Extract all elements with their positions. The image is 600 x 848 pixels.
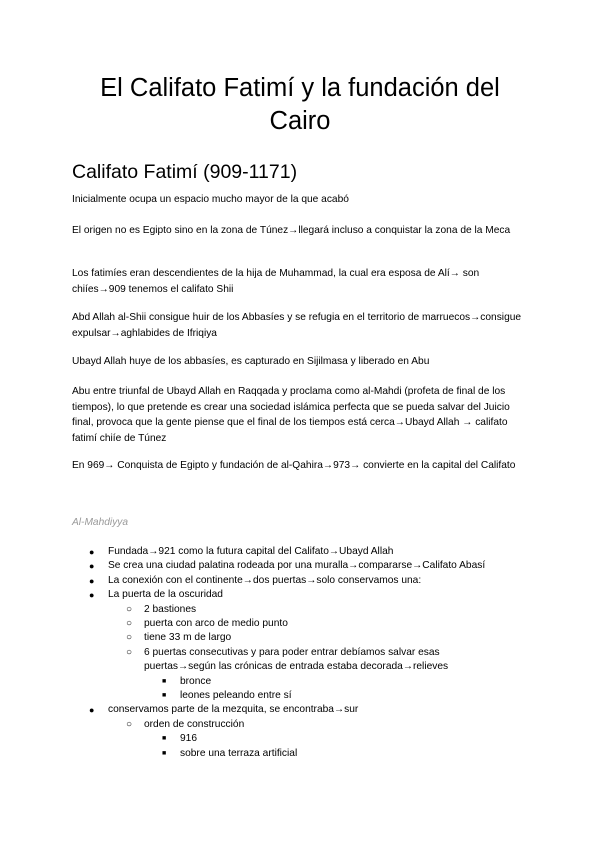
list-item: ○ 6 puertas consecutivas y para poder entrar debíamos salvar esas puertas→según las crónicas de entrada estaba decorada→relieves [126, 646, 449, 673]
paragraph: Los fatimíes eran descendientes de la hija de Muhammad, la cual era esposa de Alí→ son chiíes→909 tenemos el califato Shii [72, 268, 480, 295]
bullet-circle-icon: ○ [126, 646, 133, 658]
list-item: ○ 2 bastiones [0, 603, 600, 617]
paragraph: Inicialmente ocupa un espacio mucho mayor de la que acabó [72, 194, 349, 205]
list-item: ■ sobre una terraza artificial [0, 747, 600, 761]
list-item: ● La conexión con el continente→dos puertas→solo conservamos una: [0, 574, 600, 588]
bullet-square-icon: ■ [162, 749, 167, 757]
bullet-square-icon: ■ [162, 692, 167, 700]
bullet-circle-icon: ○ [126, 718, 133, 730]
list-item: ■ 916 [0, 732, 600, 746]
bullet-circle-icon: ○ [126, 603, 133, 615]
subheading: Al-Mahdiyya [72, 517, 129, 528]
paragraph: Abd Allah al-Shii consigue huir de los Abbasíes y se refugia en el territorio de marruecos→consigue expulsar→aghlabides de Ifriqiya [72, 312, 522, 339]
list-item: ● Fundada→921 como la futura capital del Califato→Ubayd Allah [0, 545, 600, 559]
section-heading: Califato Fatimí (909-1171) [72, 161, 298, 183]
list-item: ● Se crea una ciudad palatina rodeada por una muralla→compararse→Califato Abasí [0, 559, 600, 573]
bullet-square-icon: ■ [162, 677, 167, 685]
bullet-circle-icon: ○ [126, 618, 133, 630]
bullet-disc-icon: ● [89, 561, 95, 572]
bullet-disc-icon: ● [89, 590, 95, 601]
list-item: ○ orden de construcción [0, 718, 600, 732]
bullet-disc-icon: ● [89, 705, 95, 716]
bullet-disc-icon: ● [89, 547, 95, 557]
paragraph: Abu entre triunfal de Ubayd Allah en Raqqada y proclama como al-Mahdi (profeta de final de los tiempos), lo que pretende es crear una sociedad islámica perfecta que se pueda salvar del Juicio final, provoca que la gente piense que el final de los tiempos está cerca→Ubayd Allah → califato fatimí chiíe de Túnez [72, 386, 510, 444]
bullet-list [0, 545, 600, 761]
list-item: ○ puerta con arco de medio punto [0, 617, 600, 631]
paragraph: En 969→ Conquista de Egipto y fundación de al-Qahira→973→ convierte en la capital del Califato [72, 460, 516, 471]
list-item: ● La puerta de la oscuridad [0, 588, 600, 602]
list-item: ○ tiene 33 m de largo [0, 631, 600, 645]
list-item: ■ leones peleando entre sí [0, 689, 600, 703]
list-item: ● conservamos parte de la mezquita, se encontraba→sur [0, 703, 600, 717]
paragraph: Ubayd Allah huye de los abbasíes, es capturado en Sijilmasa y liberado en Abu [72, 356, 430, 367]
list-item: ■ bronce [0, 675, 600, 689]
page-title: El Califato Fatimí y la fundación del Cairo [100, 74, 500, 135]
bullet-square-icon: ■ [162, 735, 167, 743]
paragraph: El origen no es Egipto sino en la zona de Túnez→llegará incluso a conquistar la zona de la Meca [72, 225, 511, 236]
bullet-disc-icon: ● [89, 575, 95, 586]
bullet-circle-icon: ○ [126, 632, 133, 644]
